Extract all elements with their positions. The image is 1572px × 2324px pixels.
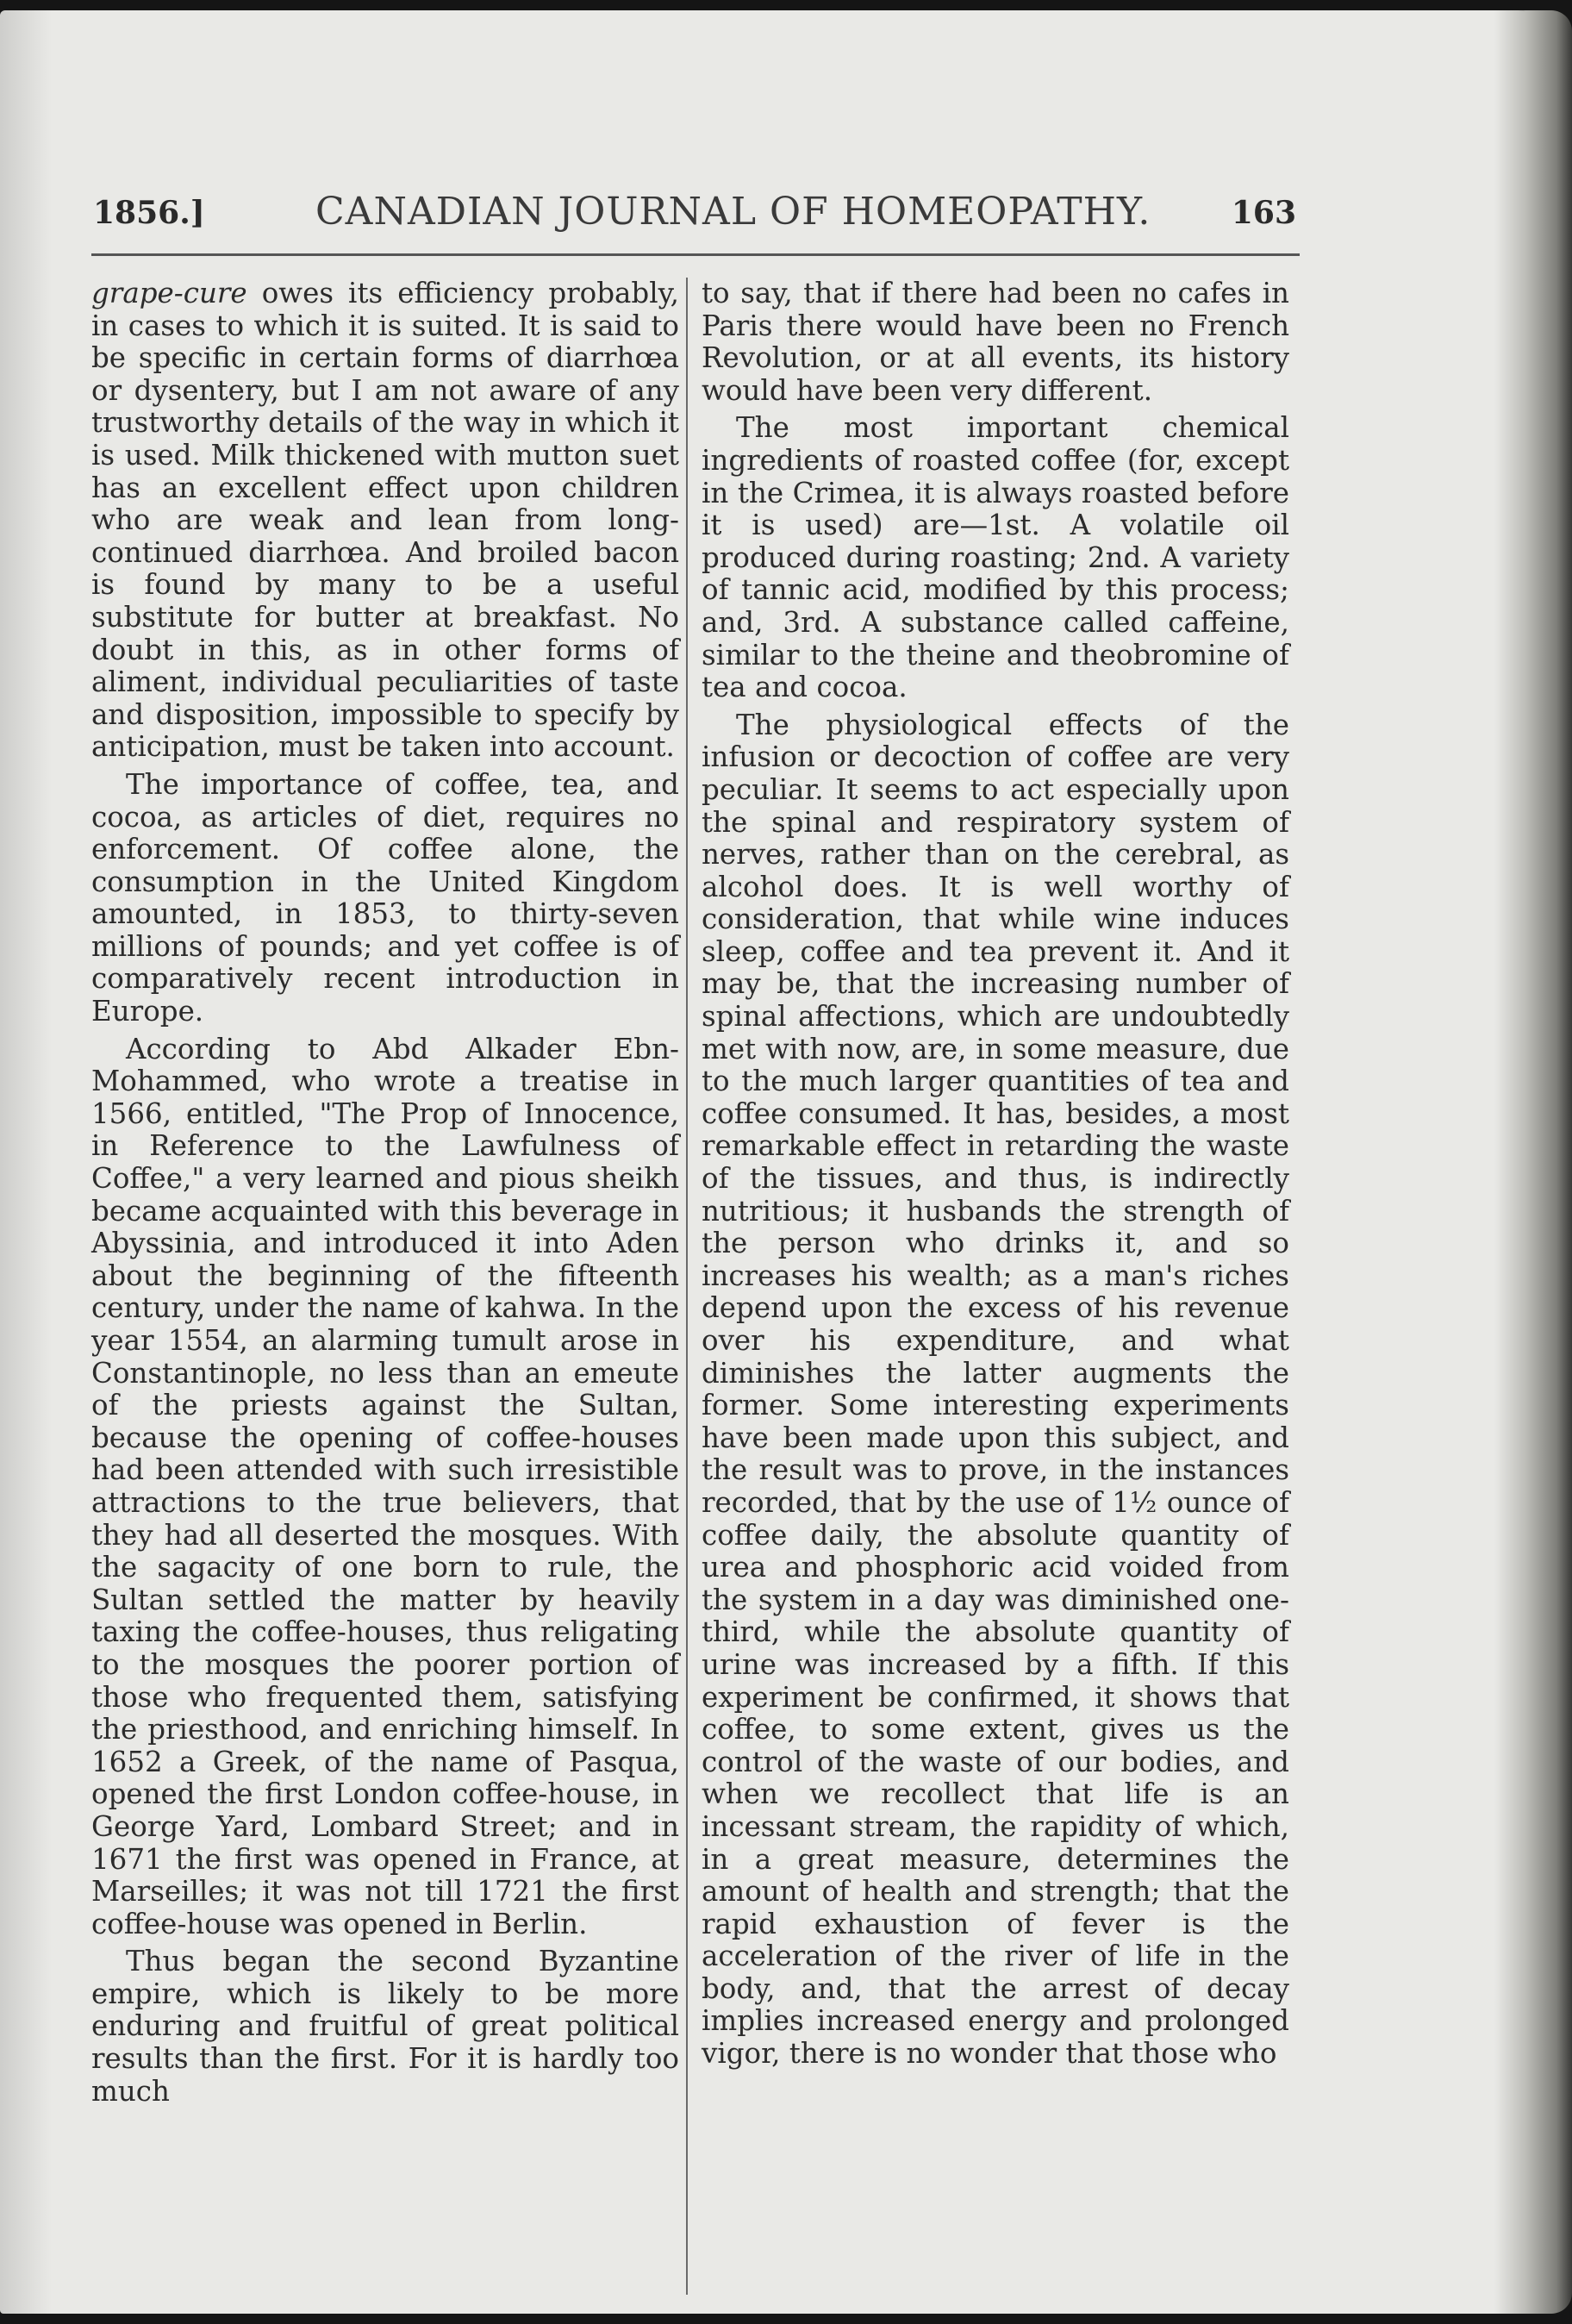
paragraph: According to Abd Alkader Ebn-Mohammed, who wrote a treatise in 1566, entitled, "The Prop of Innocence, in Reference to the Lawfulness of Coffee," a very learned and pious sheikh became acquainted with this beverage in Abyssinia, and introduced it into Aden about the beginning of the fifteenth century, under the name of kahwa. In the year 1554, an alarming tumult arose in Constantinople, no less than an emeute of the priests against the Sultan, because the opening of coffee-houses had been attended with such irresistible attractions to the true believers, that they had all deserted the mosques. With the sagacity of one born to rule, the Sultan settled the matter by heavily taxing the coffee-houses, thus religating to the mosques the poorer portion of those who frequented them, satisfying the priesthood, and enriching himself. In 1652 a Greek, of the name of Pasqua, opened the first London coffee-house, in George Yard, Lombard Street; and in 1671 the first was opened in France, at Marseilles; it was not till 1721 the first coffee-house was opened in Berlin. <box>91 1032 679 1940</box>
book-spine <box>1494 10 1572 2314</box>
page-number: 163 <box>1231 195 1296 231</box>
journal-title: CANADIAN JOURNAL OF HOMEOPATHY. <box>315 190 1151 234</box>
italic-term: grape-cure <box>91 277 247 309</box>
paragraph: The physiological effects of the infusion or decoction of coffee are very peculiar. It seems to act especially upon the spinal and respiratory system of nerves, rather than on the cerebral, as alcohol does. It is well worthy of consideration, that while wine induces sleep, coffee and tea prevent it. And it may be, that the increasing number of spinal affections, which are undoubtedly met with now, are, in some measure, due to the much larger quantities of tea and coffee consumed. It has, besides, a most remarkable effect in retarding the waste of the tissues, and thus, is indirectly nutritious; it husbands the strength of the person who drinks it, and so increases his wealth; as a man's riches depend upon the excess of his revenue over his expenditure, and what diminishes the latter augments the former. Some interesting experiments have been made upon this subject, and the result was to prove, in the instances recorded, that by the use of 1½ ounce of coffee daily, the absolute quantity of urea and phosphoric acid voided from the system in a day was diminished one-third, while the absolute quantity of urine was increased by a fifth. If this experiment be confirmed, it shows that coffee, to some extent, gives us the control of the waste of our bodies, and when we recollect that life is an incessant stream, the rapidity of which, in a great measure, determines the amount of health and strength; that the rapid exhaustion of fever is the acceleration of the river of life in the body, and, that the arrest of decay implies increased energy and prolonged vigor, there is no wonder that those who <box>702 708 1289 2071</box>
header-year: 1856.] <box>93 195 205 231</box>
paragraph: The most important chemical ingredients of roasted coffee (for, except in the Crimea, it is always roasted before it is used) are—1st. A volatile oil produced during roasting; 2nd. A variety of tannic acid, modified by this process; and, 3rd. A substance called caffeine, similar to the theine and theobromine of tea and cocoa. <box>702 411 1289 704</box>
paragraph: to say, that if there had been no cafes in Paris there would have been no French Revolution, or at all events, its history would have been very different. <box>702 277 1289 407</box>
column-divider <box>686 278 688 2295</box>
header-rule <box>91 253 1300 256</box>
page-edge-shadow <box>0 10 52 2314</box>
paragraph: Thus began the second Byzantine empire, which is likely to be more enduring and fruitful of great political results than the first. For it is hardly too much <box>91 1945 679 2108</box>
running-header <box>93 190 1296 241</box>
paragraph <box>91 278 679 764</box>
paragraph-text: owes its efficiency probably, in cases to which it is suited. It is said to be specific in certain forms of diarrhœa or dysentery, but I am not aware of any trustworthy details of the way in which it is used. Milk thickened with mutton suet has an excellent effect upon children who are weak and lean from long-continued diarrhœa. And broiled bacon is found by many to be a useful substitute for butter at breakfast. No doubt in this, as in other forms of aliment, individual peculiarities of taste and disposition, impossible to specify by anticipation, must be taken into account. <box>91 277 679 764</box>
left-column <box>91 278 679 2113</box>
paragraph: The importance of coffee, tea, and cocoa, as articles of diet, requires no enforcement. Of coffee alone, the consumption in the United Kingdom amounted, in 1853, to thirty-seven millions of pounds; and yet coffee is of comparatively recent introduction in Europe. <box>91 767 679 1028</box>
right-column <box>702 278 1289 2076</box>
